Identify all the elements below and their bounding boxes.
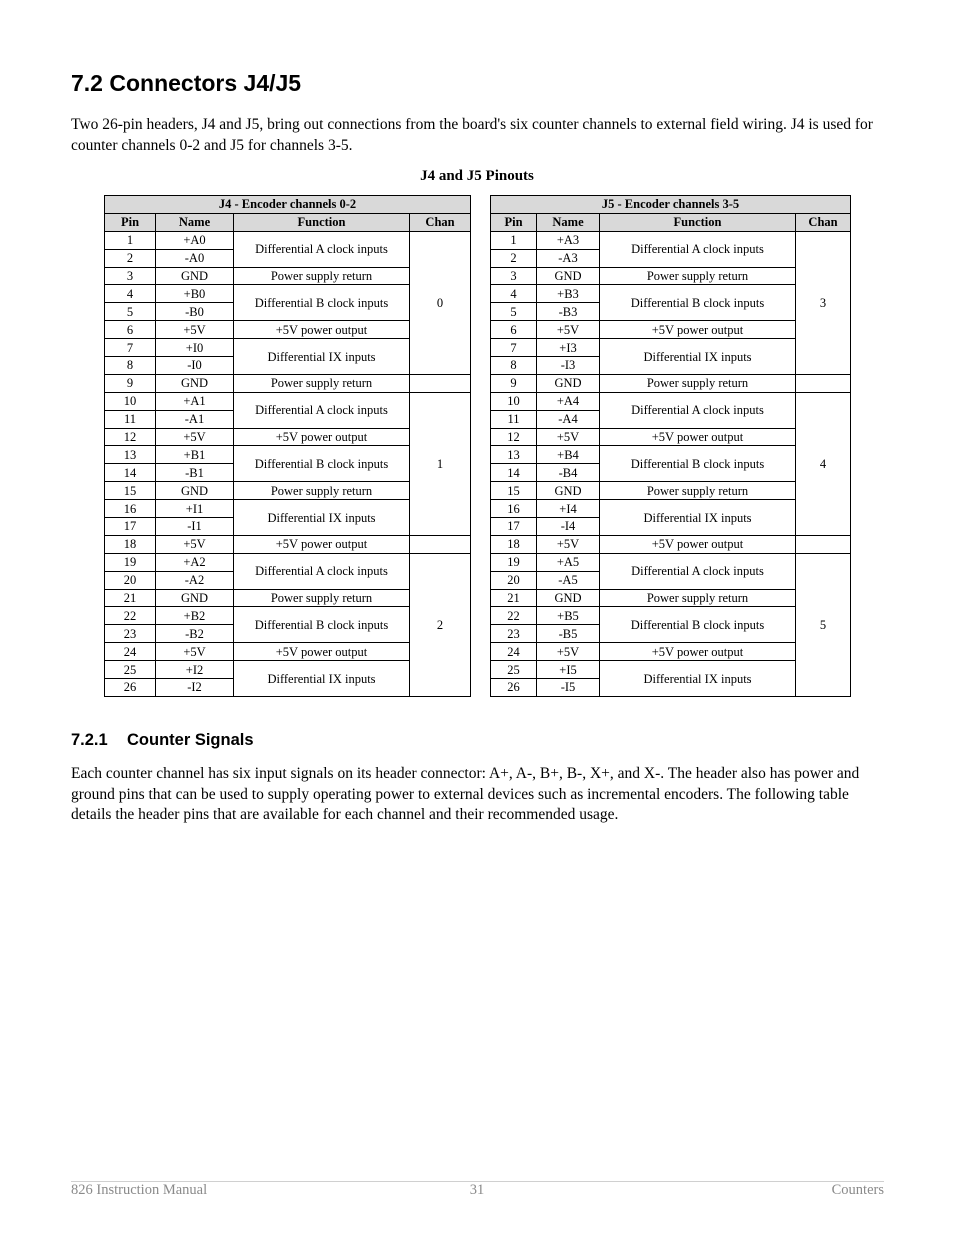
- pin-cell: 6: [105, 321, 156, 339]
- pin-cell: 18: [491, 535, 537, 553]
- name-cell: -B4: [537, 464, 600, 482]
- function-cell: Differential IX inputs: [234, 339, 410, 375]
- pin-cell: 8: [105, 357, 156, 375]
- pin-cell: 16: [491, 500, 537, 518]
- name-cell: +I2: [156, 661, 234, 679]
- name-cell: +A5: [537, 553, 600, 571]
- name-cell: +A2: [156, 553, 234, 571]
- name-cell: +5V: [537, 428, 600, 446]
- name-cell: +B0: [156, 285, 234, 303]
- function-cell: Power supply return: [600, 482, 796, 500]
- chan-cell: [410, 535, 471, 553]
- pin-cell: 3: [491, 267, 537, 285]
- function-cell: Power supply return: [600, 374, 796, 392]
- function-cell: Differential IX inputs: [234, 661, 410, 697]
- function-cell: Differential A clock inputs: [234, 231, 410, 267]
- pin-cell: 9: [491, 374, 537, 392]
- name-cell: +B4: [537, 446, 600, 464]
- pin-cell: 22: [105, 607, 156, 625]
- table-row: [491, 553, 851, 571]
- name-cell: +5V: [156, 321, 234, 339]
- table-row: [105, 392, 471, 410]
- pin-cell: 18: [105, 535, 156, 553]
- pin-cell: 6: [491, 321, 537, 339]
- function-cell: Differential B clock inputs: [600, 285, 796, 321]
- function-cell: Differential B clock inputs: [600, 446, 796, 482]
- name-cell: GND: [537, 374, 600, 392]
- name-cell: +I1: [156, 500, 234, 518]
- pin-cell: 26: [491, 679, 537, 697]
- pin-cell: 23: [105, 625, 156, 643]
- pin-cell: 12: [491, 428, 537, 446]
- function-cell: Differential B clock inputs: [234, 607, 410, 643]
- name-cell: GND: [537, 267, 600, 285]
- function-cell: Differential B clock inputs: [600, 607, 796, 643]
- name-cell: +I0: [156, 339, 234, 357]
- name-cell: -A4: [537, 410, 600, 428]
- function-cell: Differential IX inputs: [600, 339, 796, 375]
- chan-cell: 5: [796, 553, 851, 696]
- pin-cell: 13: [105, 446, 156, 464]
- pin-cell: 14: [491, 464, 537, 482]
- pin-cell: 1: [491, 231, 537, 249]
- footer-chapter: Counters: [831, 1182, 884, 1198]
- chan-cell: 0: [410, 231, 471, 374]
- pin-cell: 11: [491, 410, 537, 428]
- footer-manual-title: 826 Instruction Manual: [71, 1182, 208, 1198]
- pin-cell: 3: [105, 267, 156, 285]
- column-header-function: Function: [234, 213, 410, 231]
- name-cell: +B1: [156, 446, 234, 464]
- column-header-pin: Pin: [105, 213, 156, 231]
- table-header-row: [491, 213, 851, 231]
- table-header-row: [105, 213, 471, 231]
- pin-cell: 24: [105, 643, 156, 661]
- function-cell: Differential A clock inputs: [600, 553, 796, 589]
- pin-cell: 16: [105, 500, 156, 518]
- table-title-row: [491, 196, 851, 214]
- name-cell: +5V: [156, 428, 234, 446]
- pin-cell: 26: [105, 679, 156, 697]
- name-cell: +5V: [156, 535, 234, 553]
- column-header-name: Name: [156, 213, 234, 231]
- chan-cell: 1: [410, 392, 471, 535]
- function-cell: Power supply return: [234, 374, 410, 392]
- name-cell: GND: [537, 589, 600, 607]
- footer-page-number: 31: [469, 1182, 485, 1198]
- column-header-chan: Chan: [796, 213, 851, 231]
- function-cell: Differential A clock inputs: [234, 553, 410, 589]
- table-row: [491, 535, 851, 553]
- name-cell: +I4: [537, 500, 600, 518]
- name-cell: -B3: [537, 303, 600, 321]
- pin-cell: 10: [491, 392, 537, 410]
- name-cell: GND: [156, 589, 234, 607]
- name-cell: -B0: [156, 303, 234, 321]
- intro-paragraph: Two 26-pin headers, J4 and J5, bring out connections from the board's six counter channels to external field wiring. J4 is used for counter channels 0-2 and J5 for channels 3-5.: [71, 116, 873, 154]
- table-row: [105, 231, 471, 249]
- pin-cell: 23: [491, 625, 537, 643]
- name-cell: GND: [156, 374, 234, 392]
- pin-cell: 11: [105, 410, 156, 428]
- function-cell: Power supply return: [234, 482, 410, 500]
- column-header-name: Name: [537, 213, 600, 231]
- name-cell: +I5: [537, 661, 600, 679]
- name-cell: -A0: [156, 249, 234, 267]
- pin-cell: 9: [105, 374, 156, 392]
- function-cell: Power supply return: [600, 589, 796, 607]
- name-cell: -A5: [537, 571, 600, 589]
- pin-cell: 15: [105, 482, 156, 500]
- pin-cell: 4: [105, 285, 156, 303]
- column-header-pin: Pin: [491, 213, 537, 231]
- function-cell: +5V power output: [234, 321, 410, 339]
- pin-cell: 21: [491, 589, 537, 607]
- name-cell: -B5: [537, 625, 600, 643]
- pin-cell: 17: [491, 518, 537, 536]
- table-title: J5 - Encoder channels 3-5: [491, 196, 851, 214]
- chan-cell: 2: [410, 553, 471, 696]
- table-row: [491, 392, 851, 410]
- name-cell: +5V: [156, 643, 234, 661]
- pin-cell: 15: [491, 482, 537, 500]
- name-cell: GND: [156, 267, 234, 285]
- name-cell: -A2: [156, 571, 234, 589]
- column-header-function: Function: [600, 213, 796, 231]
- chan-cell: [796, 535, 851, 553]
- j5-pinout-table: [490, 195, 851, 697]
- pin-cell: 8: [491, 357, 537, 375]
- function-cell: Differential B clock inputs: [234, 446, 410, 482]
- function-cell: +5V power output: [234, 535, 410, 553]
- chan-cell: [410, 374, 471, 392]
- pin-cell: 24: [491, 643, 537, 661]
- pin-cell: 14: [105, 464, 156, 482]
- name-cell: +5V: [537, 535, 600, 553]
- table-row: [105, 535, 471, 553]
- function-cell: Power supply return: [600, 267, 796, 285]
- pin-cell: 5: [105, 303, 156, 321]
- name-cell: +B3: [537, 285, 600, 303]
- name-cell: -B2: [156, 625, 234, 643]
- table-title: J4 - Encoder channels 0-2: [105, 196, 471, 214]
- function-cell: Differential A clock inputs: [600, 231, 796, 267]
- pin-cell: 21: [105, 589, 156, 607]
- function-cell: +5V power output: [600, 535, 796, 553]
- pin-cell: 22: [491, 607, 537, 625]
- pin-cell: 17: [105, 518, 156, 536]
- function-cell: +5V power output: [600, 321, 796, 339]
- name-cell: -B1: [156, 464, 234, 482]
- name-cell: -I2: [156, 679, 234, 697]
- name-cell: -A3: [537, 249, 600, 267]
- name-cell: GND: [537, 482, 600, 500]
- name-cell: -I5: [537, 679, 600, 697]
- table-row: [105, 553, 471, 571]
- column-header-chan: Chan: [410, 213, 471, 231]
- name-cell: -I0: [156, 357, 234, 375]
- function-cell: Differential A clock inputs: [234, 392, 410, 428]
- function-cell: +5V power output: [234, 643, 410, 661]
- pin-cell: 7: [491, 339, 537, 357]
- chan-cell: 3: [796, 231, 851, 374]
- function-cell: +5V power output: [600, 643, 796, 661]
- name-cell: +I3: [537, 339, 600, 357]
- pin-cell: 1: [105, 231, 156, 249]
- section-heading: 7.2 Connectors J4/J5: [71, 70, 302, 96]
- pin-cell: 12: [105, 428, 156, 446]
- table-row: [491, 231, 851, 249]
- pin-cell: 25: [491, 661, 537, 679]
- pin-cell: 13: [491, 446, 537, 464]
- function-cell: Differential IX inputs: [600, 661, 796, 697]
- pin-cell: 4: [491, 285, 537, 303]
- function-cell: Power supply return: [234, 589, 410, 607]
- pin-cell: 7: [105, 339, 156, 357]
- function-cell: Differential B clock inputs: [234, 285, 410, 321]
- subsection-title: Counter Signals: [127, 731, 254, 749]
- name-cell: -A1: [156, 410, 234, 428]
- pin-cell: 20: [491, 571, 537, 589]
- name-cell: -I4: [537, 518, 600, 536]
- name-cell: +A3: [537, 231, 600, 249]
- subsection-heading: [71, 731, 254, 750]
- name-cell: +A1: [156, 392, 234, 410]
- pin-cell: 2: [105, 249, 156, 267]
- name-cell: +B2: [156, 607, 234, 625]
- table-row: [105, 374, 471, 392]
- chan-cell: 4: [796, 392, 851, 535]
- subsection-number: 7.2.1: [71, 731, 108, 749]
- name-cell: -I3: [537, 357, 600, 375]
- function-cell: Differential A clock inputs: [600, 392, 796, 428]
- name-cell: -I1: [156, 518, 234, 536]
- counter-signals-paragraph: Each counter channel has six input signals on its header connector: A+, A-, B+, B-, X+, and X-. The header also has power and ground pins that can be used to supply operating power to external devices such as incremental encoders. The following table details the header pins that are available for each channel and their recommended usage.: [71, 765, 860, 823]
- pin-cell: 25: [105, 661, 156, 679]
- table-row: [491, 374, 851, 392]
- name-cell: +A4: [537, 392, 600, 410]
- name-cell: GND: [156, 482, 234, 500]
- function-cell: Differential IX inputs: [234, 500, 410, 536]
- function-cell: Differential IX inputs: [600, 500, 796, 536]
- pin-cell: 20: [105, 571, 156, 589]
- name-cell: +5V: [537, 321, 600, 339]
- pin-cell: 2: [491, 249, 537, 267]
- function-cell: +5V power output: [234, 428, 410, 446]
- table-caption: J4 and J5 Pinouts: [420, 168, 534, 184]
- function-cell: +5V power output: [600, 428, 796, 446]
- pin-cell: 19: [105, 553, 156, 571]
- name-cell: +A0: [156, 231, 234, 249]
- name-cell: +B5: [537, 607, 600, 625]
- name-cell: +5V: [537, 643, 600, 661]
- pin-cell: 19: [491, 553, 537, 571]
- chan-cell: [796, 374, 851, 392]
- function-cell: Power supply return: [234, 267, 410, 285]
- j4-pinout-table: [104, 195, 471, 697]
- pin-cell: 10: [105, 392, 156, 410]
- table-title-row: [105, 196, 471, 214]
- pin-cell: 5: [491, 303, 537, 321]
